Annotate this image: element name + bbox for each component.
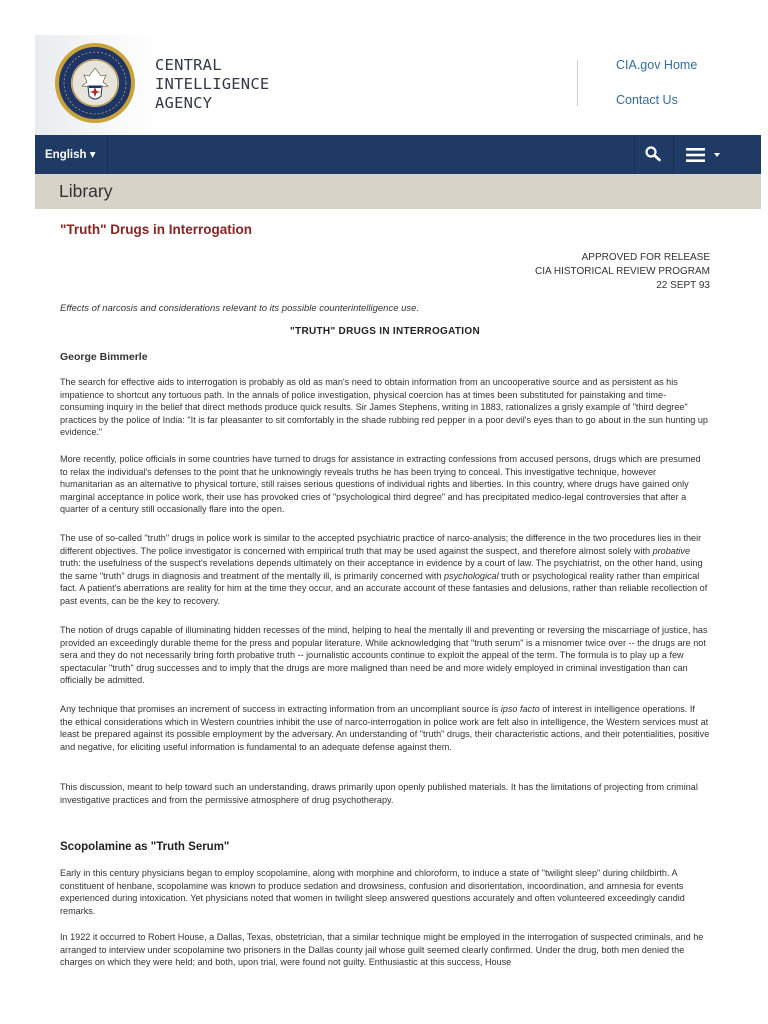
paragraph-text: truth or psychological reality rather than empirical fact. A patient's aberrations are reality for him at the time they occur, and an accurate account of these fantasies and delusions, rather than reliable recollection of past events, can be the key to recovery. [60,570,708,606]
paragraph-text: The use of so-called "truth" drugs in police work is similar to the accepted psychiatric practice of narco-analysis; the difference in the two procedures lies in their different objectives. The police investigator is concerned with empirical truth that may be used against the suspect, and therefore almost solely with [60,533,702,556]
document-title: "TRUTH" DRUGS IN INTERROGATION [290,326,480,337]
approval-stamp [535,251,710,293]
section-subheading: Scopolamine as "Truth Serum" [60,841,230,853]
approval-line: 22 SEPT 93 [656,280,710,291]
article-title: "Truth" Drugs in Interrogation [60,222,253,237]
paragraph: Early in this century physicians began to employ scopolamine, along with morphine and chloroform, to induce a state of "twilight sleep" during childbirth. A constituent of henbane, scopolamine was known to produce sedation and drowsiness, confusion and disorientation, incoordination, and amnesia for events experienced during intoxication. Yet physicians noted that women in twilight sleep answered questions accurately and often volunteered exceedingly candid remarks. [60,868,685,916]
paragraph: In 1922 it occurred to Robert House, a Dallas, Texas, obstetrician, that a similar technique might be employed in the interrogation of suspected criminals, and he arranged to interview under scopolamine two prisoners in the Dallas county jail whose guilt seemed clearly confirmed. Under the drug, both men denied the charges on which they were held; and both, upon trial, were found not guilty. Enthusiastic at this success, House [60,932,704,968]
nav-divider [107,135,108,174]
paragraph: More recently, police officials in some countries have turned to drugs for assistance in extracting confessions from accused persons, drugs which are presumed to relax the individual's defenses to the point that he unknowingly reveals truths he has been trying to conceal. This investigative technique, however humanitarian as an alternative to physical torture, still raises serious questions of individual rights and liberties. In this country, where drugs have gained only marginal acceptance in police work, their use has provoked cries of "psychological third degree" and has precipitated medico-legal controversies that after a quarter of a century still occasionally flare into the open. [60,454,701,515]
section-title: Library [59,181,113,201]
paragraph [60,703,710,753]
paragraph-text: Any technique that promises an increment of success in extracting information from an uncompliant source is [60,704,501,714]
nav-divider [634,135,635,174]
agency-name-line-2: INTELLIGENCE [155,75,270,93]
paragraph-text: truth: the usefulness of the suspect's revelations depends ultimately on their acceptance in evidence by a court of law. The psychiatrist, on the other hand, using the same "truth" drugs in diagnosis and treatment of the mentally ill, is primarily concerned with [60,558,703,581]
agency-name-line-1: CENTRAL [155,56,222,74]
site-header [35,35,761,135]
paragraph [60,532,710,608]
section-bar [35,174,761,209]
emphasis-text: probative [652,545,691,556]
contact-us-link[interactable]: Contact Us [616,93,678,107]
search-icon[interactable] [641,143,667,165]
emphasis-text: ipso facto [500,704,540,714]
emphasis-text: psychological [444,570,499,581]
paragraph: This discussion, meant to help toward such an understanding, draws primarily upon openly published materials. It has the limitations of projecting from criminal investigative practices and from the permissive atmosphere of drug psychotherapy. [60,782,698,805]
agency-name-line-3: AGENCY [155,94,213,112]
cia-home-link[interactable]: CIA.gov Home [616,58,698,72]
approval-line: CIA HISTORICAL REVIEW PROGRAM [534,266,710,277]
cia-seal-icon[interactable] [54,42,136,124]
agency-name[interactable] [155,56,269,113]
paragraph: The search for effective aids to interrogation is probably as old as man's need to obtain information from an uncooperative source and as persistent as his impatience to shortcut any tortuous path. In the annals of police investigation, physical coercion has at times been substituted for painstaking and time-consuming inquiry in the belief that direct methods produce quick results. Sir James Stephens, writing in 1883, rationalizes a grisly example of "third degree" practices by the police of India: "It is far pleasanter to sit comfortably in the shade rubbing red pepper in a poor devil's eyes than to go about in the sun hunting up evidence." [60,377,708,438]
hamburger-menu-icon[interactable] [681,144,729,166]
language-selector[interactable]: English ▾ [45,149,96,161]
header-divider [577,60,578,106]
author-name: George Bimmerle [60,351,148,363]
main-nav [35,135,761,174]
article-intro: Effects of narcosis and considerations relevant to its possible counterintelligence use. [60,303,420,314]
paragraph: The notion of drugs capable of illuminating hidden recesses of the mind, helping to heal the mentally ill and preventing or reversing the miscarriage of justice, has provided an exceedingly durable theme for the press and popular literature. While acknowledging that "truth serum" is a misnomer twice over -- the drugs are not sera and they do not necessarily bring forth probative truth -- journalistic accounts continue to exploit the appeal of the term. The formula is to play up a few spectacular "truth" drug successes and to imply that the drugs are more maligned than need be and more widely employed in criminal investigation than can officially be admitted. [60,625,708,686]
approval-line: APPROVED FOR RELEASE [581,252,710,263]
paragraph-text: of interest in intelligence operations. If the ethical considerations which in Western countries inhibit the use of narco-interrogation in police work are felt also in intelligence, the Western services must at least be prepared against its possible employment by the adversary. An understanding of "truth" drugs, their characteristic actions, and their potentialities, positive and negative, for eliciting useful information is fundamental to an adequate defense against them. [60,704,710,752]
nav-divider [673,135,674,174]
